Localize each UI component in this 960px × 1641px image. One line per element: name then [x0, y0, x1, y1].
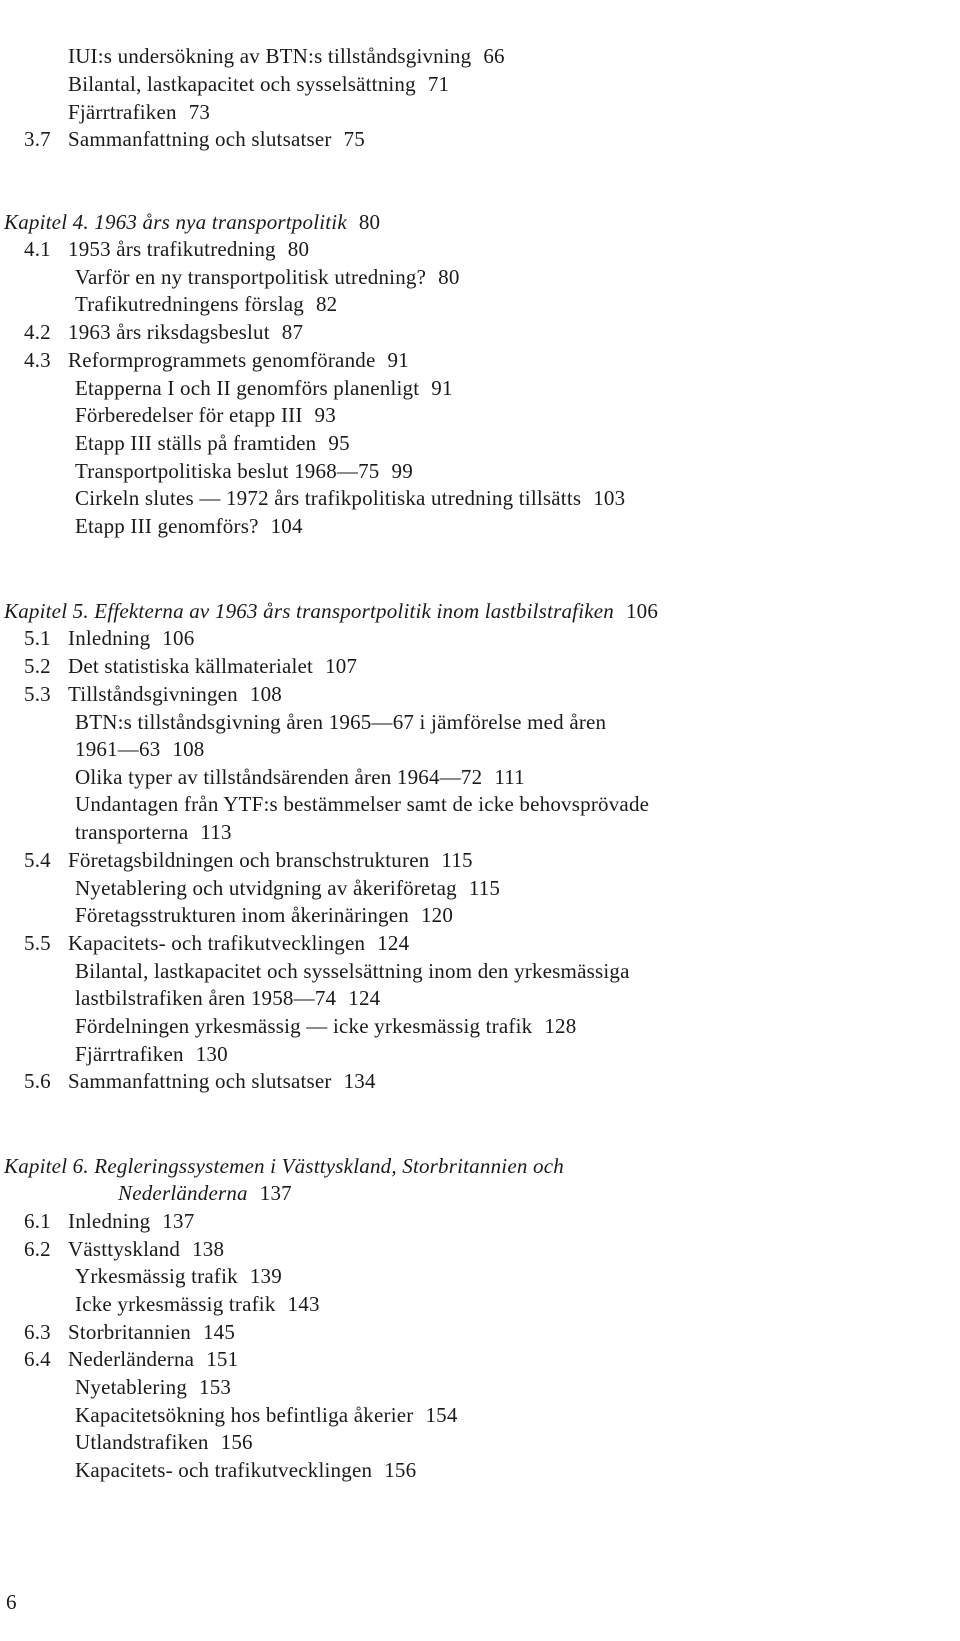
- entry-text: Reformprogrammets genomförande: [68, 348, 376, 372]
- chapter-page: 80: [358, 210, 381, 234]
- entry-text: Etapp III ställs på framtiden: [75, 431, 317, 455]
- entry-page: 95: [328, 431, 350, 455]
- entry-page: 103: [593, 486, 626, 510]
- entry-page: 128: [544, 1014, 577, 1038]
- toc-entry: [24, 1067, 376, 1095]
- section-number: 5.1: [24, 626, 51, 650]
- entry-text: 1953 års trafikutredning: [68, 237, 276, 261]
- toc-entry: [68, 42, 505, 70]
- toc-entry: [24, 929, 409, 957]
- toc-entry: [75, 1373, 231, 1401]
- section-number: 6.3: [24, 1320, 51, 1344]
- section-number: 5.3: [24, 682, 51, 706]
- toc-entry: [24, 235, 309, 263]
- toc-entry: [24, 1207, 194, 1235]
- toc-entry: [75, 984, 380, 1012]
- entry-text: Cirkeln slutes — 1972 års trafikpolitiska utredning tillsätts: [75, 486, 582, 510]
- toc-entry: [75, 818, 232, 846]
- entry-text: Nyetablering och utvidgning av åkeriföretag: [75, 876, 457, 900]
- toc-entry: [75, 708, 606, 736]
- toc-entry: [24, 680, 282, 708]
- chapter-title: Regleringssystemen i Västtyskland, Storbritannien och: [94, 1154, 564, 1178]
- entry-text: Bilantal, lastkapacitet och sysselsättning: [68, 72, 416, 96]
- entry-page: 124: [348, 986, 381, 1010]
- chapter-heading: [4, 597, 658, 625]
- entry-text: Trafikutredningens förslag: [75, 292, 304, 316]
- chapter-title: Effekterna av 1963 års transportpolitik inom lastbilstrafiken: [94, 599, 614, 623]
- entry-text: Fjärrtrafiken: [75, 1042, 184, 1066]
- toc-entry: [75, 1012, 576, 1040]
- entry-page: 82: [315, 292, 338, 316]
- entry-page: 120: [420, 903, 454, 927]
- toc-entry: [24, 652, 357, 680]
- entry-page: 113: [200, 820, 232, 844]
- entry-text: Företagsstrukturen inom åkerinäringen: [75, 903, 409, 927]
- entry-text: Fjärrtrafiken: [68, 100, 177, 124]
- entry-text: Fördelningen yrkesmässig — icke yrkesmässig trafik: [75, 1014, 533, 1038]
- entry-text: Nederländerna: [68, 1347, 195, 1371]
- chapter-title: 1963 års nya transportpolitik: [94, 210, 347, 234]
- entry-text: Kapacitetsökning hos befintliga åkerier: [75, 1403, 414, 1427]
- entry-text: Storbritannien: [68, 1320, 191, 1344]
- entry-page: 108: [172, 737, 205, 761]
- section-number: 4.2: [24, 320, 51, 344]
- toc-entry: [75, 263, 460, 291]
- entry-page: 130: [195, 1042, 228, 1066]
- toc-entry: [75, 1262, 282, 1290]
- chapter-label: Kapitel 5.: [4, 599, 89, 623]
- entry-page: 137: [162, 1209, 195, 1233]
- entry-text: Sammanfattning och slutsatser: [68, 1069, 332, 1093]
- toc-entry: [24, 1318, 235, 1346]
- toc-entry: [24, 318, 303, 346]
- entry-page: 153: [199, 1375, 232, 1399]
- entry-text: Etapp III genomförs?: [75, 514, 259, 538]
- toc-entry: [68, 98, 210, 126]
- entry-text: Inledning: [68, 626, 151, 650]
- toc-entry: [75, 484, 625, 512]
- entry-page: 138: [192, 1237, 225, 1261]
- entry-text: Etapperna I och II genomförs planenligt: [75, 376, 420, 400]
- section-number: 5.6: [24, 1069, 51, 1093]
- entry-page: 145: [202, 1320, 236, 1344]
- entry-text: BTN:s tillståndsgivning åren 1965—67 i jämförelse med åren: [75, 710, 607, 734]
- entry-page: 104: [270, 514, 303, 538]
- entry-page: 106: [162, 626, 195, 650]
- entry-page: 91: [431, 376, 453, 400]
- entry-text: Yrkesmässig trafik: [75, 1264, 238, 1288]
- toc-entry: [24, 846, 473, 874]
- chapter-label: Kapitel 4.: [4, 210, 89, 234]
- chapter-label: Kapitel 6.: [4, 1154, 89, 1178]
- entry-text: Tillståndsgivningen: [68, 682, 238, 706]
- entry-text: Inledning: [68, 1209, 151, 1233]
- chapter-heading: [4, 208, 380, 236]
- entry-text: Bilantal, lastkapacitet och sysselsättning inom den yrkesmässiga: [75, 959, 630, 983]
- toc-entry: [75, 457, 413, 485]
- toc-entry: [75, 290, 337, 318]
- toc-entry: [75, 901, 453, 929]
- entry-page: 91: [387, 348, 409, 372]
- entry-page: 80: [438, 265, 460, 289]
- entry-text: Utlandstrafiken: [75, 1430, 209, 1454]
- entry-page: 124: [377, 931, 410, 955]
- entry-page: 87: [281, 320, 304, 344]
- entry-page: 73: [188, 100, 211, 124]
- toc-entry: [75, 374, 453, 402]
- entry-text: 1961—63: [75, 737, 161, 761]
- entry-text: Nyetablering: [75, 1375, 188, 1399]
- entry-text: Det statistiska källmaterialet: [68, 654, 314, 678]
- entry-text: Västtyskland: [68, 1237, 181, 1261]
- toc-entry: [75, 1401, 458, 1429]
- entry-page: 115: [441, 848, 473, 872]
- toc-entry: [75, 874, 500, 902]
- toc-entry: [75, 512, 303, 540]
- entry-page: 134: [343, 1069, 376, 1093]
- entry-text: Kapacitets- och trafikutvecklingen: [75, 1458, 373, 1482]
- entry-page: 71: [427, 72, 450, 96]
- entry-page: 143: [287, 1292, 320, 1316]
- toc-entry: [24, 624, 194, 652]
- toc-entry: [75, 401, 336, 429]
- toc-entry: [75, 1040, 228, 1068]
- entry-page: 156: [220, 1430, 253, 1454]
- entry-page: 154: [425, 1403, 458, 1427]
- section-number: 6.1: [24, 1209, 51, 1233]
- toc-entry: [68, 70, 449, 98]
- entry-page: 99: [391, 459, 413, 483]
- entry-text: Undantagen från YTF:s bestämmelser samt de icke behovsprövade: [75, 792, 650, 816]
- toc-entry: [75, 763, 525, 791]
- section-number: 4.1: [24, 237, 51, 261]
- chapter-heading: [4, 1152, 564, 1180]
- toc-entry: [24, 1345, 238, 1373]
- toc-entry: [75, 790, 649, 818]
- toc-entry: [24, 346, 409, 374]
- entry-text: Förberedelser för etapp III: [75, 403, 303, 427]
- entry-page: 107: [325, 654, 358, 678]
- entry-text: Sammanfattning och slutsatser: [68, 127, 332, 151]
- entry-text: lastbilstrafiken åren 1958—74: [75, 986, 337, 1010]
- chapter-title: Nederländerna: [118, 1181, 248, 1205]
- chapter-page: 106: [625, 599, 659, 623]
- entry-page: 66: [483, 44, 505, 68]
- section-number: 4.3: [24, 348, 51, 372]
- entry-page: 80: [287, 237, 310, 261]
- entry-page: 156: [384, 1458, 417, 1482]
- toc-entry: [75, 1290, 320, 1318]
- chapter-page: 137: [259, 1181, 292, 1205]
- entry-text: Transportpolitiska beslut 1968—75: [75, 459, 380, 483]
- entry-page: 139: [249, 1264, 282, 1288]
- toc-entry: [24, 1235, 224, 1263]
- entry-text: Företagsbildningen och branschstrukturen: [68, 848, 430, 872]
- chapter-heading-continuation: [118, 1179, 292, 1207]
- entry-page: 111: [494, 765, 525, 789]
- entry-text: IUI:s undersökning av BTN:s tillståndsgivning: [68, 44, 472, 68]
- section-number: 5.2: [24, 654, 51, 678]
- entry-page: 75: [343, 127, 365, 151]
- toc-entry: [75, 1428, 253, 1456]
- toc-entry: [75, 957, 630, 985]
- section-number: 5.5: [24, 931, 51, 955]
- section-number: 3.7: [24, 127, 51, 151]
- entry-text: Varför en ny transportpolitisk utredning?: [75, 265, 427, 289]
- entry-text: Olika typer av tillståndsärenden åren 1964—72: [75, 765, 483, 789]
- entry-text: Kapacitets- och trafikutvecklingen: [68, 931, 366, 955]
- page-number: 6: [6, 1590, 17, 1614]
- section-number: 5.4: [24, 848, 51, 872]
- entry-page: 108: [249, 682, 282, 706]
- toc-entry: [75, 429, 350, 457]
- toc-entry: [75, 1456, 416, 1484]
- entry-text: transporterna: [75, 820, 189, 844]
- section-number: 6.4: [24, 1347, 51, 1371]
- toc-entry: [75, 735, 205, 763]
- entry-text: 1963 års riksdagsbeslut: [68, 320, 270, 344]
- entry-page: 93: [314, 403, 336, 427]
- entry-page: 151: [206, 1347, 239, 1371]
- entry-text: Icke yrkesmässig trafik: [75, 1292, 276, 1316]
- toc-entry: [24, 125, 365, 153]
- entry-page: 115: [468, 876, 501, 900]
- section-number: 6.2: [24, 1237, 51, 1261]
